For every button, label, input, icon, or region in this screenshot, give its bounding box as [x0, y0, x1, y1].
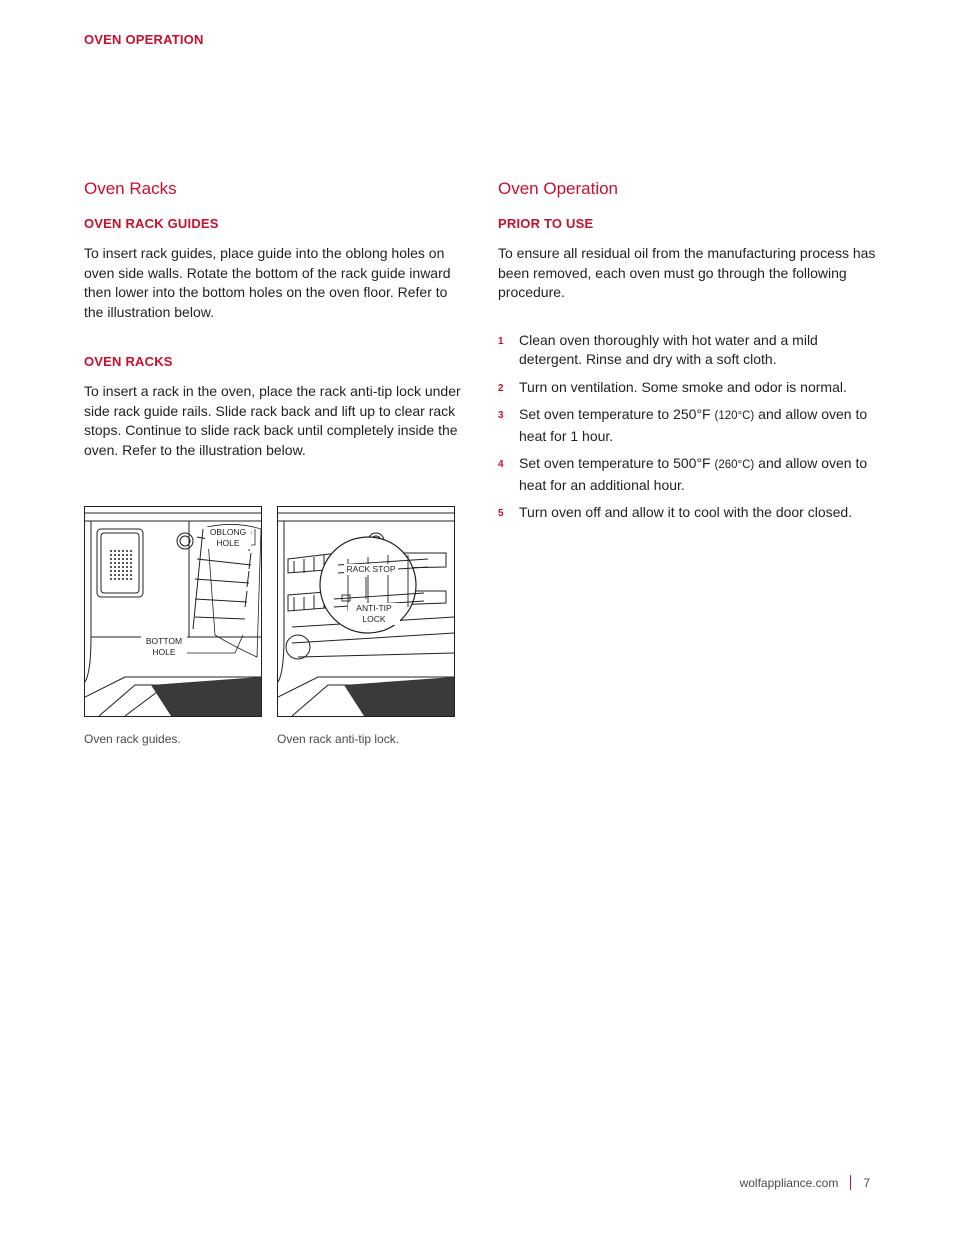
rack-guides-illustration [84, 506, 262, 717]
rack-guides-heading: OVEN RACK GUIDES [84, 216, 219, 231]
oven-racks-heading: OVEN RACKS [84, 354, 173, 369]
step-text: Clean oven thoroughly with hot water and a mild detergent. Rinse and dry with a soft cloth. [519, 331, 818, 367]
running-header: OVEN OPERATION [84, 32, 204, 47]
footer-divider [850, 1175, 851, 1190]
procedure-steps [498, 331, 876, 523]
prior-to-use-intro: To ensure all residual oil from the manufacturing process has been removed, each oven must go through the following procedure. [498, 245, 876, 300]
oblong-hole-callout: OBLONG HOLE [205, 527, 251, 549]
step-item [498, 378, 876, 398]
right-column [498, 178, 876, 531]
website-link[interactable]: wolfappliance.com [739, 1175, 839, 1190]
step-number: 3 [498, 410, 504, 421]
rack-guides-caption: Oven rack guides. [84, 732, 181, 746]
oven-racks-title: Oven Racks [84, 179, 177, 198]
step-number: 4 [498, 459, 504, 470]
step-item [498, 454, 876, 495]
step-text-cont: and allow oven to heat for an additional hour. [519, 455, 868, 493]
step-celsius: (260°C) [714, 459, 755, 471]
prior-to-use-heading: PRIOR TO USE [498, 216, 594, 231]
step-text: Turn oven off and allow it to cool with the door closed. [519, 504, 853, 520]
anti-tip-lock-illustration [277, 506, 455, 717]
step-celsius: (120°C) [714, 410, 755, 422]
rack-guides-body: To insert rack guides, place guide into the oblong holes on oven side walls. Rotate the bottom of the rack guide inward then lower into the bottom holes on the oven floor. Refer to the illustration below. [84, 245, 451, 320]
page-footer [740, 1175, 870, 1190]
step-text: Turn on ventilation. Some smoke and odor is normal. [519, 378, 847, 395]
step-number: 2 [498, 382, 504, 394]
left-column [84, 178, 462, 460]
anti-tip-lock-callout: ANTI-TIP LOCK [348, 603, 400, 625]
oven-operation-title: Oven Operation [498, 179, 619, 198]
step-item [498, 405, 876, 446]
oven-racks-body: To insert a rack in the oven, place the rack anti-tip lock under side rack guide rails. Slide rack back and lift up to clear rack stops. Continue to slide rack back until completely inside the oven. Refer to the illustration below. [84, 383, 461, 458]
step-text: Set oven temperature to 500°F [519, 455, 715, 471]
step-text: Set oven temperature to 250°F [519, 406, 715, 422]
step-item [498, 331, 876, 370]
step-number: 5 [498, 508, 504, 519]
rack-stop-callout: RACK STOP [344, 564, 398, 575]
step-item [498, 503, 876, 523]
anti-tip-lock-caption: Oven rack anti-tip lock. [277, 732, 400, 746]
step-text-cont: and allow oven to heat for 1 hour. [519, 406, 868, 444]
page-number: 7 [863, 1175, 870, 1190]
bottom-hole-callout: BOTTOM HOLE [141, 636, 187, 658]
step-number: 1 [498, 335, 504, 347]
